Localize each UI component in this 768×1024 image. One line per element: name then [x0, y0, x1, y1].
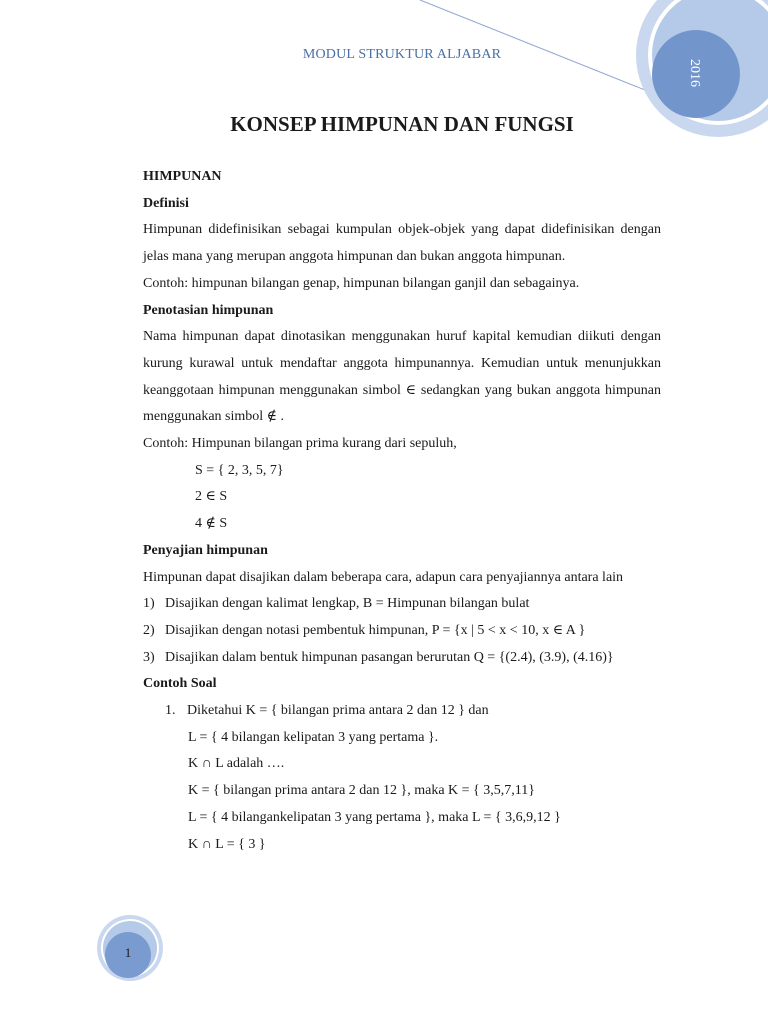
page-title: KONSEP HIMPUNAN DAN FUNGSI	[230, 112, 574, 136]
example-problem-text: Diketahui K = { bilangan prima antara 2 dan 12 } dan	[187, 703, 489, 719]
penyajian-intro: Himpunan dapat disajikan dalam beberapa cara, adapun cara penyajiannya antara lain	[143, 569, 624, 585]
section-heading-penotasian: Penotasian himpunan	[143, 302, 274, 318]
example-problem-line	[143, 698, 661, 725]
section-heading-penyajian: Penyajian himpunan	[143, 542, 268, 558]
example-problem-line: K = { bilangan prima antara 2 dan 12 }, maka K = { 3,5,7,11}	[188, 783, 535, 799]
list-item	[143, 645, 661, 672]
definisi-example: Contoh: himpunan bilangan genap, himpunan bilangan ganjil dan sebagainya.	[143, 275, 580, 291]
penotasian-paragraph: Nama himpunan dapat dinotasikan menggunakan huruf kapital kemudian diikuti dengan kurung kurawal untuk mendaftar anggota himpunannya. Kemudian untuk menunjukkan keanggotaan himpunan menggunakan simbol ∈ sedangkan yang bukan anggota himpunan menggunakan simbol ∉ .	[143, 329, 661, 425]
module-title: MODUL STRUKTUR ALJABAR	[302, 47, 502, 62]
example-problem-number: 1.	[165, 703, 176, 719]
list-item-text: Disajikan dalam bentuk himpunan pasangan berurutan Q = {(2.4), (3.9), (4.16)}	[165, 649, 614, 665]
year-badge: 2016	[687, 59, 702, 87]
notation-line: 2 ∈ S	[195, 489, 228, 505]
list-item	[143, 591, 661, 618]
page-number: 1	[124, 945, 132, 960]
list-item-number: 1)	[143, 596, 155, 612]
notation-line: S = { 2, 3, 5, 7}	[195, 462, 284, 478]
section-heading-himpunan: HIMPUNAN	[143, 169, 222, 184]
section-heading-contoh-soal: Contoh Soal	[143, 676, 217, 692]
list-item-text: Disajikan dengan notasi pembentuk himpunan, P = {x | 5 < x < 10, x ∈ A }	[165, 622, 586, 638]
penotasian-example: Contoh: Himpunan bilangan prima kurang dari sepuluh,	[143, 436, 457, 452]
notation-line: 4 ∉ S	[195, 516, 228, 532]
document-body	[143, 164, 661, 858]
example-problem-line: K ∩ L = { 3 }	[188, 836, 266, 852]
list-item	[143, 618, 661, 645]
section-heading-definisi: Definisi	[143, 195, 189, 211]
list-item-text: Disajikan dengan kalimat lengkap, B = Himpunan bilangan bulat	[165, 596, 530, 612]
list-item-number: 3)	[143, 649, 155, 665]
example-problem-line: K ∩ L adalah ….	[188, 756, 285, 772]
example-problem-line: L = { 4 bilangankelipatan 3 yang pertama }, maka L = { 3,6,9,12 }	[188, 809, 561, 825]
list-item-number: 2)	[143, 622, 155, 638]
example-problem-line: L = { 4 bilangan kelipatan 3 yang pertama }.	[188, 729, 439, 745]
definisi-paragraph: Himpunan didefinisikan sebagai kumpulan objek-objek yang dapat didefinisikan dengan jelas mana yang merupan anggota himpunan dan bukan anggota himpunan.	[143, 222, 661, 265]
